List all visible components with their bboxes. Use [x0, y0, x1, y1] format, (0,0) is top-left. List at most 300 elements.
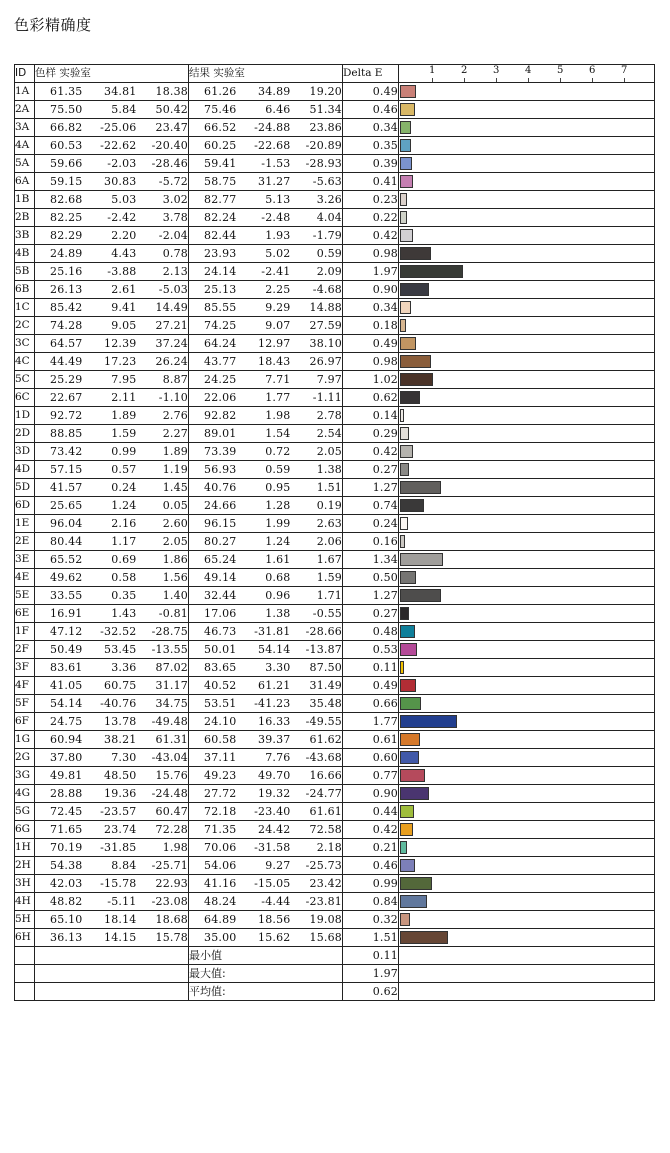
delta-e-value: 0.90	[343, 281, 399, 299]
delta-e-value: 0.16	[343, 533, 399, 551]
delta-e-bar	[400, 499, 424, 512]
delta-e-bar-cell	[399, 119, 655, 137]
empty-cell	[35, 965, 189, 983]
table-row	[15, 569, 655, 587]
sample-l-value: 49.81	[35, 767, 83, 785]
sample-l-value: 59.66	[35, 155, 83, 173]
result-a-value: 18.56	[237, 911, 291, 929]
result-a-value: 1.98	[237, 407, 291, 425]
sample-b-value: 1.56	[137, 569, 189, 587]
sample-l-value: 54.38	[35, 857, 83, 875]
sample-a-value: 5.84	[83, 101, 137, 119]
table-row	[15, 695, 655, 713]
sample-l-value: 71.65	[35, 821, 83, 839]
result-l-value: 56.93	[189, 461, 237, 479]
delta-e-bar	[400, 139, 411, 152]
sample-a-value: -31.85	[83, 839, 137, 857]
sample-b-value: 60.47	[137, 803, 189, 821]
sample-a-value: -15.78	[83, 875, 137, 893]
result-b-value: -28.93	[291, 155, 343, 173]
result-a-value: 9.07	[237, 317, 291, 335]
empty-cell	[35, 947, 189, 965]
result-l-value: 17.06	[189, 605, 237, 623]
sample-b-value: 1.45	[137, 479, 189, 497]
header-sample-lab: 色样 实验室	[35, 65, 189, 83]
result-a-value: 1.93	[237, 227, 291, 245]
result-a-value: -4.44	[237, 893, 291, 911]
delta-e-bar-cell	[399, 263, 655, 281]
result-b-value: 1.59	[291, 569, 343, 587]
result-b-value: 3.26	[291, 191, 343, 209]
sample-b-value: 2.76	[137, 407, 189, 425]
patch-id: 5E	[15, 587, 35, 605]
result-a-value: 3.30	[237, 659, 291, 677]
sample-l-value: 73.42	[35, 443, 83, 461]
result-l-value: 53.51	[189, 695, 237, 713]
sample-l-value: 66.82	[35, 119, 83, 137]
sample-b-value: 3.78	[137, 209, 189, 227]
patch-id: 3G	[15, 767, 35, 785]
sample-a-value: 34.81	[83, 83, 137, 101]
delta-e-bar	[400, 193, 407, 206]
patch-id: 3D	[15, 443, 35, 461]
patch-id: 1B	[15, 191, 35, 209]
sample-b-value: -20.40	[137, 137, 189, 155]
sample-a-value: 53.45	[83, 641, 137, 659]
result-b-value: 2.06	[291, 533, 343, 551]
result-b-value: 16.66	[291, 767, 343, 785]
patch-id: 2D	[15, 425, 35, 443]
sample-b-value: 61.31	[137, 731, 189, 749]
patch-id: 5G	[15, 803, 35, 821]
delta-e-bar-cell	[399, 335, 655, 353]
delta-e-value: 0.77	[343, 767, 399, 785]
patch-id: 6A	[15, 173, 35, 191]
patch-id: 4F	[15, 677, 35, 695]
scale-tick-mark	[624, 78, 625, 82]
result-l-value: 23.93	[189, 245, 237, 263]
delta-e-bar	[400, 85, 416, 98]
delta-e-bar-cell	[399, 875, 655, 893]
sample-b-value: -49.48	[137, 713, 189, 731]
empty-cell	[399, 947, 655, 965]
sample-a-value: 8.84	[83, 857, 137, 875]
delta-e-value: 0.46	[343, 857, 399, 875]
delta-e-bar-cell	[399, 389, 655, 407]
sample-l-value: 25.16	[35, 263, 83, 281]
result-b-value: 19.08	[291, 911, 343, 929]
sample-a-value: 1.89	[83, 407, 137, 425]
sample-b-value: 2.60	[137, 515, 189, 533]
result-b-value: -13.87	[291, 641, 343, 659]
sample-l-value: 59.15	[35, 173, 83, 191]
scale-tick-mark	[496, 78, 497, 82]
delta-e-bar	[400, 337, 416, 350]
sample-a-value: 1.17	[83, 533, 137, 551]
summary-label: 最小值	[189, 947, 343, 965]
empty-cell	[399, 965, 655, 983]
patch-id: 6E	[15, 605, 35, 623]
scale-tick-mark	[592, 78, 593, 82]
delta-e-bar-cell	[399, 587, 655, 605]
delta-e-value: 0.61	[343, 731, 399, 749]
result-l-value: 32.44	[189, 587, 237, 605]
table-row	[15, 821, 655, 839]
table-row	[15, 407, 655, 425]
table-row	[15, 119, 655, 137]
sample-l-value: 72.45	[35, 803, 83, 821]
sample-a-value: 1.59	[83, 425, 137, 443]
delta-e-bar-cell	[399, 281, 655, 299]
delta-e-bar-cell	[399, 911, 655, 929]
delta-e-value: 0.23	[343, 191, 399, 209]
delta-e-bar	[400, 823, 413, 836]
result-l-value: 46.73	[189, 623, 237, 641]
delta-e-bar-cell	[399, 173, 655, 191]
sample-b-value: 1.19	[137, 461, 189, 479]
result-a-value: 2.25	[237, 281, 291, 299]
patch-id: 2H	[15, 857, 35, 875]
table-row	[15, 227, 655, 245]
result-a-value: 61.21	[237, 677, 291, 695]
table-row	[15, 137, 655, 155]
summary-value: 0.11	[343, 947, 399, 965]
delta-e-bar-cell	[399, 641, 655, 659]
delta-e-bar-cell	[399, 551, 655, 569]
table-row	[15, 83, 655, 101]
sample-l-value: 54.14	[35, 695, 83, 713]
table-row	[15, 101, 655, 119]
table-row	[15, 587, 655, 605]
sample-a-value: 0.24	[83, 479, 137, 497]
result-b-value: 35.48	[291, 695, 343, 713]
patch-id: 6F	[15, 713, 35, 731]
sample-a-value: 18.14	[83, 911, 137, 929]
sample-a-value: -40.76	[83, 695, 137, 713]
delta-e-value: 0.39	[343, 155, 399, 173]
sample-b-value: -1.10	[137, 389, 189, 407]
delta-e-bar	[400, 841, 407, 854]
result-l-value: 50.01	[189, 641, 237, 659]
patch-id: 2F	[15, 641, 35, 659]
sample-l-value: 74.28	[35, 317, 83, 335]
sample-l-value: 57.15	[35, 461, 83, 479]
result-a-value: 31.27	[237, 173, 291, 191]
result-b-value: 7.97	[291, 371, 343, 389]
result-b-value: 19.20	[291, 83, 343, 101]
sample-l-value: 70.19	[35, 839, 83, 857]
delta-e-bar-cell	[399, 371, 655, 389]
table-row	[15, 533, 655, 551]
scale-tick-mark	[560, 78, 561, 82]
sample-a-value: 0.58	[83, 569, 137, 587]
delta-e-value: 0.50	[343, 569, 399, 587]
delta-e-bar	[400, 877, 432, 890]
delta-e-bar	[400, 391, 420, 404]
sample-b-value: 72.28	[137, 821, 189, 839]
result-b-value: -0.55	[291, 605, 343, 623]
result-b-value: 1.38	[291, 461, 343, 479]
result-a-value: 7.71	[237, 371, 291, 389]
sample-l-value: 44.49	[35, 353, 83, 371]
delta-e-value: 0.48	[343, 623, 399, 641]
result-l-value: 43.77	[189, 353, 237, 371]
delta-e-bar	[400, 121, 411, 134]
result-l-value: 82.44	[189, 227, 237, 245]
scale-tick-mark	[528, 78, 529, 82]
result-a-value: -31.81	[237, 623, 291, 641]
delta-e-bar-cell	[399, 83, 655, 101]
delta-e-value: 0.42	[343, 227, 399, 245]
delta-e-bar-cell	[399, 425, 655, 443]
result-a-value: 7.76	[237, 749, 291, 767]
table-row	[15, 641, 655, 659]
delta-e-bar	[400, 103, 415, 116]
sample-l-value: 16.91	[35, 605, 83, 623]
table-row	[15, 353, 655, 371]
patch-id: 1C	[15, 299, 35, 317]
table-row	[15, 893, 655, 911]
sample-l-value: 83.61	[35, 659, 83, 677]
sample-a-value: 2.11	[83, 389, 137, 407]
delta-e-value: 0.14	[343, 407, 399, 425]
result-a-value: 12.97	[237, 335, 291, 353]
delta-e-value: 0.49	[343, 677, 399, 695]
sample-l-value: 49.62	[35, 569, 83, 587]
result-b-value: -1.79	[291, 227, 343, 245]
sample-a-value: 14.15	[83, 929, 137, 947]
delta-e-value: 0.21	[343, 839, 399, 857]
sample-l-value: 64.57	[35, 335, 83, 353]
table-row	[15, 443, 655, 461]
delta-e-bar-cell	[399, 803, 655, 821]
result-b-value: -28.66	[291, 623, 343, 641]
patch-id: 1G	[15, 731, 35, 749]
table-row	[15, 425, 655, 443]
delta-e-bar	[400, 643, 417, 656]
result-b-value: -4.68	[291, 281, 343, 299]
header-result-lab: 结果 实验室	[189, 65, 343, 83]
sample-a-value: 30.83	[83, 173, 137, 191]
sample-a-value: 0.57	[83, 461, 137, 479]
result-a-value: 6.46	[237, 101, 291, 119]
delta-e-value: 0.99	[343, 875, 399, 893]
result-l-value: 96.15	[189, 515, 237, 533]
patch-id: 4E	[15, 569, 35, 587]
delta-e-bar	[400, 769, 425, 782]
table-row	[15, 245, 655, 263]
patch-id: 1F	[15, 623, 35, 641]
sample-b-value: 87.02	[137, 659, 189, 677]
result-b-value: -1.11	[291, 389, 343, 407]
sample-l-value: 24.75	[35, 713, 83, 731]
patch-id: 5D	[15, 479, 35, 497]
patch-id: 2C	[15, 317, 35, 335]
summary-label: 最大值:	[189, 965, 343, 983]
table-row	[15, 785, 655, 803]
sample-a-value: 0.69	[83, 551, 137, 569]
scale-tick-label: 2	[461, 65, 468, 76]
sample-b-value: 23.47	[137, 119, 189, 137]
sample-l-value: 96.04	[35, 515, 83, 533]
result-b-value: 87.50	[291, 659, 343, 677]
result-l-value: 24.25	[189, 371, 237, 389]
sample-b-value: -28.75	[137, 623, 189, 641]
result-l-value: 40.76	[189, 479, 237, 497]
delta-e-value: 0.24	[343, 515, 399, 533]
sample-a-value: -3.88	[83, 263, 137, 281]
table-row	[15, 605, 655, 623]
delta-e-bar	[400, 319, 406, 332]
delta-e-bar	[400, 589, 441, 602]
delta-e-bar	[400, 373, 433, 386]
patch-id: 2E	[15, 533, 35, 551]
patch-id: 5F	[15, 695, 35, 713]
delta-e-bar-cell	[399, 101, 655, 119]
sample-a-value: 1.24	[83, 497, 137, 515]
sample-a-value: -2.42	[83, 209, 137, 227]
result-l-value: 27.72	[189, 785, 237, 803]
table-row	[15, 623, 655, 641]
sample-b-value: -2.04	[137, 227, 189, 245]
delta-e-bar-cell	[399, 245, 655, 263]
result-l-value: 37.11	[189, 749, 237, 767]
delta-e-bar	[400, 697, 421, 710]
result-l-value: 24.14	[189, 263, 237, 281]
empty-cell	[399, 983, 655, 1001]
result-b-value: -20.89	[291, 137, 343, 155]
sample-a-value: 19.36	[83, 785, 137, 803]
delta-e-bar-cell	[399, 929, 655, 947]
result-l-value: 66.52	[189, 119, 237, 137]
delta-e-value: 1.77	[343, 713, 399, 731]
delta-e-bar	[400, 283, 429, 296]
result-b-value: 1.51	[291, 479, 343, 497]
sample-b-value: 3.02	[137, 191, 189, 209]
result-l-value: 75.46	[189, 101, 237, 119]
delta-e-bar	[400, 751, 419, 764]
result-l-value: 54.06	[189, 857, 237, 875]
delta-e-bar-cell	[399, 497, 655, 515]
result-l-value: 83.65	[189, 659, 237, 677]
sample-l-value: 92.72	[35, 407, 83, 425]
summary-row	[15, 965, 655, 983]
delta-e-bar-cell	[399, 443, 655, 461]
delta-e-bar	[400, 229, 413, 242]
delta-e-value: 1.02	[343, 371, 399, 389]
result-l-value: 71.35	[189, 821, 237, 839]
sample-a-value: 9.05	[83, 317, 137, 335]
table-row	[15, 173, 655, 191]
result-b-value: -49.55	[291, 713, 343, 731]
result-a-value: -31.58	[237, 839, 291, 857]
delta-e-value: 0.60	[343, 749, 399, 767]
empty-cell	[15, 947, 35, 965]
delta-e-bar-cell	[399, 569, 655, 587]
sample-l-value: 28.88	[35, 785, 83, 803]
table-row	[15, 929, 655, 947]
delta-e-value: 0.53	[343, 641, 399, 659]
result-l-value: 25.13	[189, 281, 237, 299]
sample-a-value: 60.75	[83, 677, 137, 695]
delta-e-bar-cell	[399, 299, 655, 317]
sample-b-value: -43.04	[137, 749, 189, 767]
table-row	[15, 551, 655, 569]
result-b-value: 26.97	[291, 353, 343, 371]
table-row	[15, 317, 655, 335]
delta-e-bar	[400, 571, 416, 584]
result-b-value: 2.54	[291, 425, 343, 443]
result-a-value: 15.62	[237, 929, 291, 947]
delta-e-bar-cell	[399, 353, 655, 371]
delta-e-value: 0.46	[343, 101, 399, 119]
delta-e-bar-cell	[399, 623, 655, 641]
result-b-value: 23.42	[291, 875, 343, 893]
patch-id: 6C	[15, 389, 35, 407]
result-b-value: 0.19	[291, 497, 343, 515]
result-l-value: 24.10	[189, 713, 237, 731]
sample-a-value: 3.36	[83, 659, 137, 677]
sample-b-value: 14.49	[137, 299, 189, 317]
delta-e-bar-cell	[399, 317, 655, 335]
result-b-value: 38.10	[291, 335, 343, 353]
patch-id: 1E	[15, 515, 35, 533]
sample-b-value: 26.24	[137, 353, 189, 371]
delta-e-bar	[400, 733, 420, 746]
sample-a-value: 2.20	[83, 227, 137, 245]
result-b-value: 23.86	[291, 119, 343, 137]
table-row	[15, 389, 655, 407]
sample-b-value: 1.40	[137, 587, 189, 605]
delta-e-bar	[400, 463, 409, 476]
result-b-value: 1.67	[291, 551, 343, 569]
delta-e-value: 0.49	[343, 335, 399, 353]
delta-e-bar-cell	[399, 461, 655, 479]
sample-a-value: -22.62	[83, 137, 137, 155]
patch-id: 2B	[15, 209, 35, 227]
sample-l-value: 88.85	[35, 425, 83, 443]
patch-id: 1H	[15, 839, 35, 857]
result-l-value: 65.24	[189, 551, 237, 569]
sample-l-value: 41.57	[35, 479, 83, 497]
result-l-value: 72.18	[189, 803, 237, 821]
delta-e-bar	[400, 715, 457, 728]
result-l-value: 49.14	[189, 569, 237, 587]
delta-e-bar	[400, 679, 416, 692]
sample-l-value: 60.94	[35, 731, 83, 749]
table-row	[15, 839, 655, 857]
patch-id: 5B	[15, 263, 35, 281]
sample-b-value: 1.86	[137, 551, 189, 569]
result-a-value: 16.33	[237, 713, 291, 731]
delta-e-bar	[400, 895, 427, 908]
scale-tick-label: 4	[525, 65, 532, 76]
result-l-value: 59.41	[189, 155, 237, 173]
summary-label: 平均值:	[189, 983, 343, 1001]
delta-e-bar-cell	[399, 533, 655, 551]
scale-tick-label: 7	[621, 65, 628, 76]
result-a-value: -2.41	[237, 263, 291, 281]
delta-e-value: 0.34	[343, 299, 399, 317]
sample-a-value: 23.74	[83, 821, 137, 839]
result-b-value: 27.59	[291, 317, 343, 335]
result-l-value: 70.06	[189, 839, 237, 857]
result-b-value: 72.58	[291, 821, 343, 839]
table-row	[15, 281, 655, 299]
patch-id: 6G	[15, 821, 35, 839]
result-b-value: -5.63	[291, 173, 343, 191]
result-l-value: 58.75	[189, 173, 237, 191]
